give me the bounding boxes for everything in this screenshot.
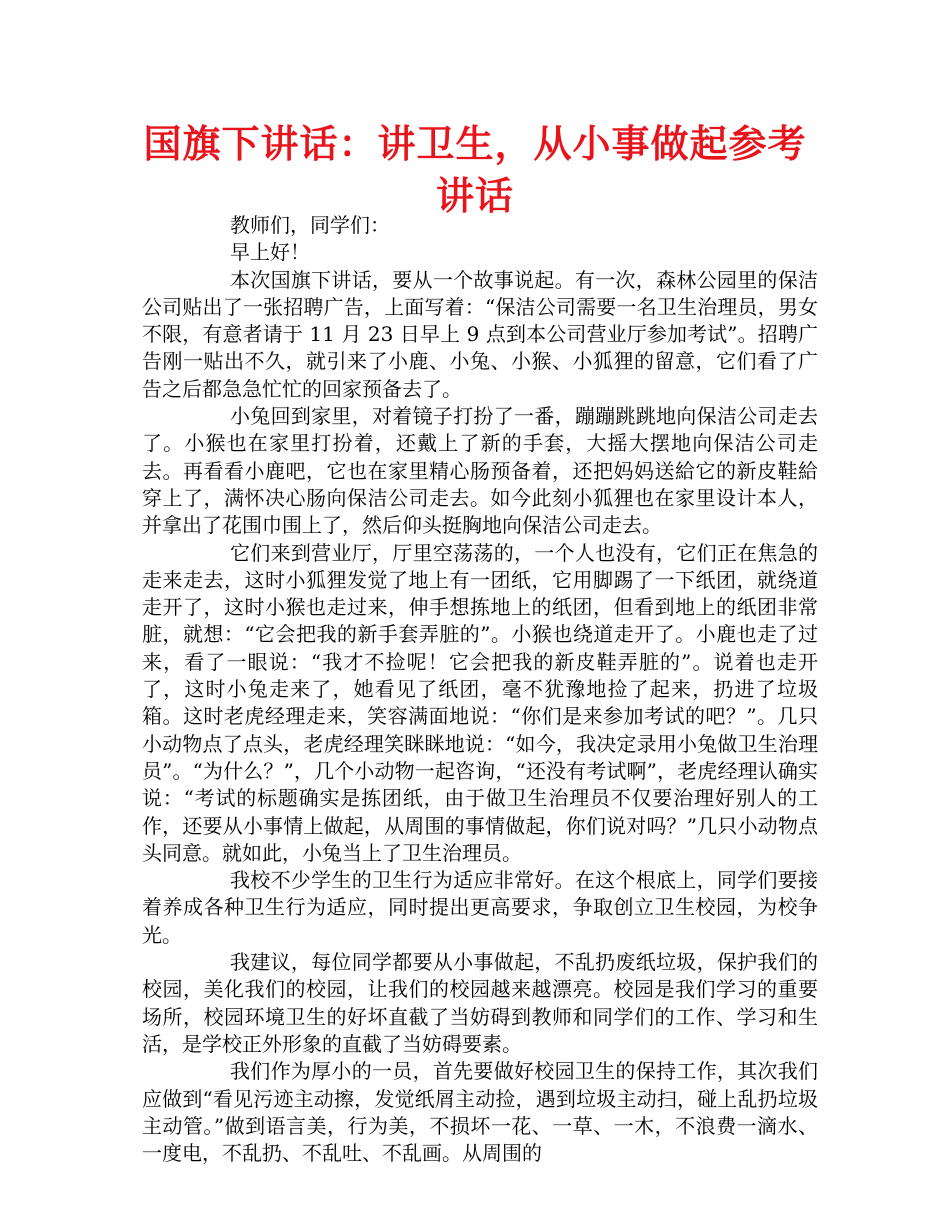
paragraph-animals-prepare: 小兔回到家里，对着镜子打扮了一番，蹦蹦跳跳地向保洁公司走去了。小猴也在家里打扮着，还戴上了新的手套，大摇大摆地向保洁公司走去。再看看小鹿吧，它也在家里精心肠预备着，还把妈妈送給它的新皮鞋給穿上了，满怀决心肠向保洁公司走去。如今此刻小狐狸也在家里设计本人，并拿出了花围巾围上了，然后仰头挺胸地向保洁公司走去。 [142, 404, 818, 538]
paragraph-school-hygiene: 我校不少学生的卫生行为适应非常好。在这个根底上，同学们要接着养成各种卫生行为适应，同时提出更高要求，争取创立卫生校园，为校争光。 [142, 868, 818, 947]
paragraph-our-duty: 我们作为厚小的一员，首先要做好校园卫生的保持工作，其次我们应做到“看见污迹主动擦，发觉纸屑主动捡，遇到垃圾主动扫，碰上乱扔垃圾主动管。”做到语言美，行为美，不损坏一花、一草、一木，不浪费一滴水、一度电，不乱扔、不乱吐、不乱画。从周围的 [142, 1059, 818, 1166]
paragraph-good-morning: 早上好！ [230, 240, 310, 265]
document-title: 国旗下讲话：讲卫生，从小事做起参考讲话 [143, 122, 807, 218]
paragraph-story-intro: 本次国旗下讲话，要从一个故事说起。有一次，森林公园里的保洁公司贴出了一张招聘广告，上面写着：“保洁公司需要一名卫生治理员，男女不限，有意者请于 11 月 23 日早上 9 点到本公司营业厅参加考试”。招聘广告刚一贴出不久，就引来了小鹿、小兔、小猴、小狐狸的留意，它们看了广告之后都急急忙忙的回家预备去了。 [142, 267, 818, 401]
document-body [142, 212, 818, 1167]
paragraph-suggestion: 我建议，每位同学都要从小事做起，不乱扔废纸垃圾，保护我们的校园，美化我们的校园，让我们的校园越来越漂亮。校园是我们学习的重要场所，校园环境卫生的好坏直截了当妨碍到教师和同学们的工作、学习和生活，是学校正外形象的直截了当妨碍要素。 [142, 950, 818, 1056]
paragraph-greeting: 教师们，同学们： [230, 213, 390, 237]
paragraph-story-climax: 它们来到营业厅，厅里空荡荡的，一个人也没有，它们正在焦急的走来走去，这时小狐狸发觉了地上有一团纸，它用脚踢了一下纸团，就绕道走开了，这时小猴也走过来，伸手想拣地上的纸团，但看到地上的纸团非常脏，就想：“它会把我的新手套弄脏的”。小猴也绕道走开了。小鹿也走了过来，看了一眼说：“我才不捡呢！它会把我的新皮鞋弄脏的”。说着也走开了，这时小兔走来了，她看见了纸团，毫不犹豫地捡了起来，扔进了垃圾箱。这时老虎经理走来，笑容满面地说：“你们是来参加考试的吧？”。几只小动物点了点头，老虎经理笑眯眯地说：“如今，我决定录用小兔做卫生治理员”。“为什么？”，几个小动物一起咨询，“还没有考试啊”，老虎经理认确实说：“考试的标题确实是拣团纸，由于做卫生治理员不仅要治理好别人的工作，还要从小事情上做起，从周围的事情做起，你们说对吗？”几只小动物点头同意。就如此，小兔当上了卫生治理员。 [142, 540, 818, 865]
